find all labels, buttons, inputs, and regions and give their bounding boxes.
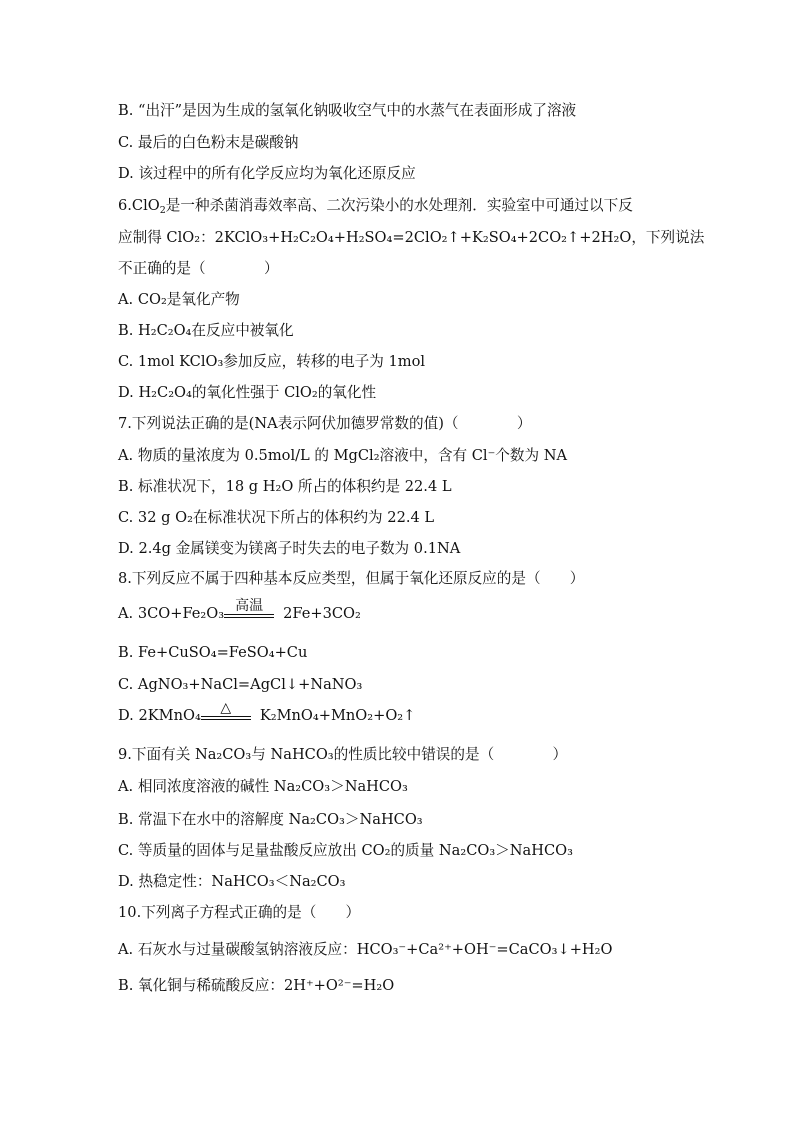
q5-option-b: B. “出汗”是因为生成的氢氧化钠吸收空气中的水蒸气在表面形成了溶液 xyxy=(118,102,577,119)
q7-option-c: C. 32 g O₂在标准状况下所占的体积约为 22.4 L xyxy=(118,509,435,526)
q8-option-d: D. 2KMnO₄ △ K₂MnO₄+MnO₂+O₂↑ xyxy=(118,700,416,724)
q10-stem: 10.下列离子方程式正确的是（ ） xyxy=(118,904,361,921)
q6-stem-line2: 应制得 ClO₂：2KClO₃+H₂C₂O₄+H₂SO₄=2ClO₂↑+K₂SO₄+2CO₂↑+2H₂O，下列说法 xyxy=(118,229,705,246)
q9-stem: 9.下面有关 Na₂CO₃与 NaHCO₃的性质比较中错误的是（ ） xyxy=(118,746,568,763)
q8-option-b: B. Fe+CuSO₄=FeSO₄+Cu xyxy=(118,644,308,661)
q9-option-a: A. 相同浓度溶液的碱性 Na₂CO₃＞NaHCO₃ xyxy=(118,778,408,795)
q6-option-c: C. 1mol KClO₃参加反应，转移的电子为 1mol xyxy=(118,353,426,370)
q6-option-b: B. H₂C₂O₄在反应中被氧化 xyxy=(118,322,294,339)
q5-option-c: C. 最后的白色粉末是碳酸钠 xyxy=(118,134,299,151)
q9-option-b: B. 常温下在水中的溶解度 Na₂CO₃＞NaHCO₃ xyxy=(118,811,423,828)
q6-option-a: A. CO₂是氧化产物 xyxy=(118,291,240,308)
q7-option-b: B. 标准状况下，18 g H₂O 所占的体积约是 22.4 L xyxy=(118,478,452,495)
q6-stem-line3: 不正确的是（ ） xyxy=(118,260,279,277)
q7-option-a: A. 物质的量浓度为 0.5mol/L 的 MgCl₂溶液中，含有 Cl⁻个数为 NA xyxy=(118,447,568,464)
q10-option-b: B. 氧化铜与稀硫酸反应：2H⁺+O²⁻=H₂O xyxy=(118,977,395,994)
q7-stem: 7.下列说法正确的是(NA表示阿伏加德罗常数的值)（ ） xyxy=(118,415,532,432)
q8-stem: 8.下列反应不属于四种基本反应类型，但属于氧化还原反应的是（ ） xyxy=(118,570,585,587)
q8-option-c: C. AgNO₃+NaCl=AgCl↓+NaNO₃ xyxy=(118,676,363,693)
reaction-condition-arrow: 高温 xyxy=(224,612,274,618)
q6-option-d: D. H₂C₂O₄的氧化性强于 ClO₂的氧化性 xyxy=(118,384,377,401)
q8-option-a: A. 3CO+Fe₂O₃ 高温 2Fe+3CO₂ xyxy=(118,598,361,622)
q10-option-a: A. 石灰水与过量碳酸氢钠溶液反应：HCO₃⁻+Ca²⁺+OH⁻=CaCO₃↓+H₂O xyxy=(118,941,613,958)
q6-stem-line1: 6.ClO$_2$是一种杀菌消毒效率高、二次污染小的水处理剂．实验室中可通过以下反 xyxy=(118,197,633,216)
reaction-condition-arrow: △ xyxy=(201,714,251,720)
q7-option-d: D. 2.4g 金属镁变为镁离子时失去的电子数为 0.1NA xyxy=(118,540,461,557)
q9-option-c: C. 等质量的固体与足量盐酸反应放出 CO₂的质量 Na₂CO₃＞NaHCO₃ xyxy=(118,842,573,859)
q5-option-d: D. 该过程中的所有化学反应均为氧化还原反应 xyxy=(118,165,416,182)
q9-option-d: D. 热稳定性：NaHCO₃＜Na₂CO₃ xyxy=(118,873,346,890)
